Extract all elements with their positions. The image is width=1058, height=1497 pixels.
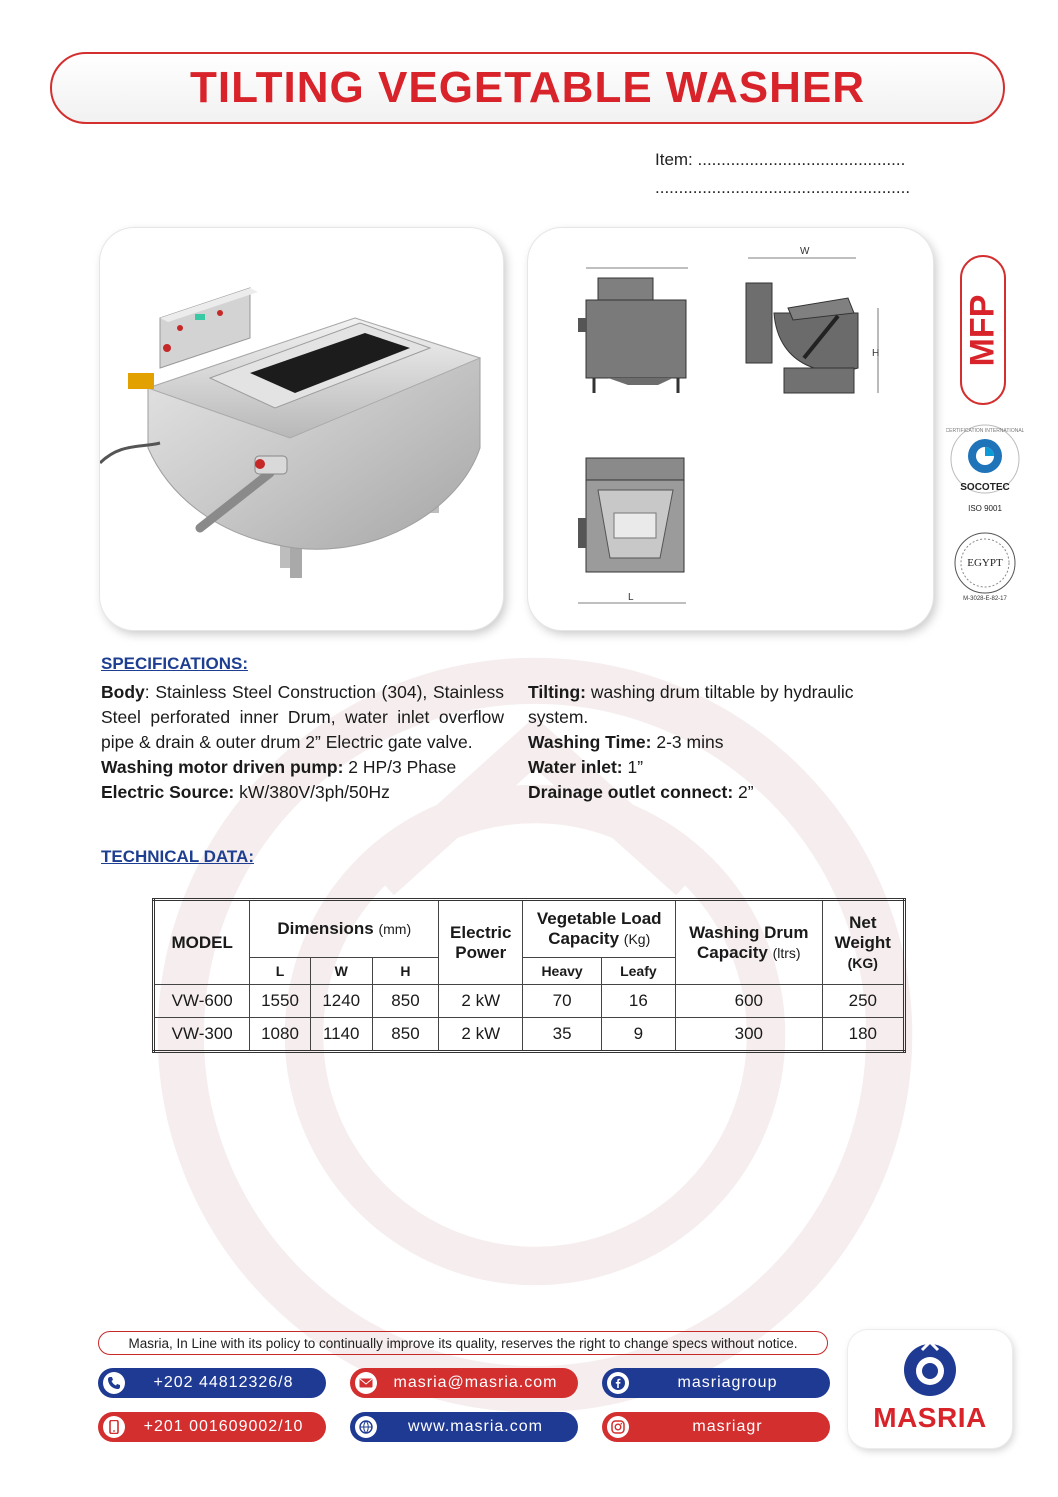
product-photo-panel	[100, 228, 503, 630]
masria-logo-icon	[900, 1340, 960, 1398]
masria-logo-text: MASRIA	[873, 1402, 987, 1433]
front-view-drawing	[578, 268, 688, 393]
website-link[interactable]	[350, 1412, 578, 1442]
cell-drum: 600	[676, 985, 823, 1018]
mobile-phone-icon	[103, 1416, 125, 1438]
specifications-heading: SPECIFICATIONS:	[101, 654, 249, 673]
facebook-link[interactable]	[602, 1368, 830, 1398]
instagram-handle: masriagr	[692, 1418, 763, 1435]
mfp-badge-label: MFP	[963, 294, 1002, 366]
page-title: TILTING VEGETABLE WASHER	[189, 63, 866, 112]
phone-1[interactable]	[98, 1368, 326, 1398]
specifications-left-column	[101, 680, 504, 805]
side-view-drawing	[746, 246, 879, 393]
spec-water-inlet	[528, 755, 918, 780]
item-field: Item: ............................................	[655, 150, 906, 169]
email-icon	[355, 1372, 377, 1394]
header-model: MODEL	[154, 900, 250, 985]
spec-motor	[101, 755, 504, 780]
specifications-right-column	[528, 680, 918, 805]
spec-tilting-value: washing drum tiltable by hydraulic system.	[528, 682, 854, 727]
phone-2-number: +201 001609002/10	[143, 1418, 304, 1435]
header-weight-line2: Weight	[834, 932, 891, 952]
table-row	[154, 1018, 905, 1052]
technical-data-table	[152, 898, 906, 1053]
spec-washing-time	[528, 730, 918, 755]
cell-heavy: 35	[523, 1018, 601, 1052]
cell-weight: 250	[822, 985, 904, 1018]
header-w: W	[310, 958, 372, 985]
cell-power: 2 kW	[439, 1018, 523, 1052]
spec-motor-value: 2 HP/3 Phase	[343, 757, 457, 777]
header-drum-unit: (ltrs)	[772, 944, 801, 961]
spec-electric-label: Electric Source:	[101, 782, 235, 802]
technical-data-heading: TECHNICAL DATA:	[101, 847, 254, 866]
mfp-badge	[960, 255, 1006, 405]
spec-drainage	[528, 780, 918, 805]
facebook-icon	[607, 1372, 629, 1394]
dimension-w-label: W	[800, 246, 810, 257]
spec-electric-value: kW/380V/3ph/50Hz	[234, 782, 390, 802]
header-vegetable-load	[523, 900, 676, 958]
cell-weight: 180	[822, 1018, 904, 1052]
spec-water-inlet-label: Water inlet:	[528, 757, 623, 777]
table-row	[154, 985, 905, 1018]
title-banner	[50, 52, 1005, 124]
cell-w: 1240	[310, 985, 372, 1018]
header-heavy: Heavy	[523, 958, 601, 985]
cell-leafy: 16	[601, 985, 675, 1018]
email-link[interactable]	[350, 1368, 578, 1398]
header-veg-line1: Vegetable Load	[536, 909, 662, 928]
header-veg-unit: (Kg)	[623, 931, 651, 947]
header-l: L	[250, 958, 310, 985]
header-dimensions	[250, 900, 439, 958]
dimension-l-label: L	[628, 592, 634, 603]
instagram-icon	[607, 1416, 629, 1438]
header-h: H	[372, 958, 438, 985]
spec-washing-time-label: Washing Time:	[528, 732, 652, 752]
instagram-link[interactable]	[602, 1412, 830, 1442]
spec-electric	[101, 780, 504, 805]
egypt-label: EGYPT	[967, 557, 1003, 569]
spec-drainage-value: 2”	[733, 782, 754, 802]
table-header-row	[154, 900, 905, 958]
header-drum-line2: Capacity	[697, 942, 768, 962]
cell-leafy: 9	[601, 1018, 675, 1052]
spec-body-value: : Stainless Steel Construction (304), Stainless Steel perforated inner Drum, water inlet overflow pipe & drain & outer drum 2” Electric gate valve.	[101, 682, 504, 752]
footer-notice: Masria, In Line with its policy to continually improve its quality, reserves the right to change specs without notice.	[98, 1331, 828, 1355]
dimension-h-label: H	[872, 348, 880, 359]
spec-motor-label: Washing motor driven pump:	[101, 757, 344, 777]
spec-drainage-label: Drainage outlet connect:	[528, 782, 734, 802]
header-dimensions-unit: (mm)	[378, 921, 412, 937]
spec-tilting-label: Tilting:	[528, 682, 586, 702]
website-url: www.masria.com	[408, 1418, 543, 1435]
header-weight-line1: Net	[849, 912, 877, 932]
cell-model: VW-300	[154, 1018, 250, 1052]
header-electric-line1: Electric	[450, 922, 512, 942]
technical-drawings	[528, 228, 933, 630]
cell-power: 2 kW	[439, 985, 523, 1018]
item-field-continuation: ......................................................	[655, 178, 911, 197]
socotec-label: SOCOTEC	[960, 482, 1010, 493]
egypt-certification	[946, 530, 1024, 602]
phone-icon	[103, 1372, 125, 1394]
cell-w: 1140	[310, 1018, 372, 1052]
header-veg-line2: Capacity	[548, 929, 620, 948]
socotec-ring-text: CERTIFICATION INTERNATIONAL	[946, 428, 1024, 434]
globe-icon	[355, 1416, 377, 1438]
technical-drawing-panel	[528, 228, 933, 630]
header-leafy: Leafy	[601, 958, 675, 985]
header-dimensions-label: Dimensions	[277, 919, 374, 938]
facebook-handle: masriagroup	[677, 1374, 778, 1391]
header-electric-power	[439, 900, 523, 985]
header-weight-unit: (KG)	[847, 954, 878, 971]
socotec-iso-certification	[946, 420, 1024, 516]
spec-water-inlet-value: 1”	[622, 757, 644, 777]
cell-h: 850	[372, 1018, 438, 1052]
egypt-code: M-3028-E-82-17	[963, 596, 1007, 602]
cell-h: 850	[372, 985, 438, 1018]
phone-2[interactable]	[98, 1412, 326, 1442]
spec-body	[101, 680, 504, 755]
header-electric-line2: Power	[455, 942, 507, 962]
spec-tilting	[528, 680, 918, 730]
iso-label: ISO 9001	[968, 504, 1002, 513]
product-photo	[100, 228, 503, 630]
cell-heavy: 70	[523, 985, 601, 1018]
top-view-drawing	[578, 458, 686, 603]
header-net-weight	[822, 900, 904, 985]
cell-l: 1080	[250, 1018, 310, 1052]
spec-body-label: Body	[101, 682, 145, 702]
header-drum-line1: Washing Drum	[689, 922, 809, 942]
cell-model: VW-600	[154, 985, 250, 1018]
header-drum-capacity	[676, 900, 823, 985]
cell-l: 1550	[250, 985, 310, 1018]
masria-logo-card	[848, 1330, 1012, 1448]
phone-1-number: +202 44812326/8	[153, 1374, 294, 1391]
email-address: masria@masria.com	[393, 1374, 558, 1391]
spec-washing-time-value: 2-3 mins	[651, 732, 724, 752]
cell-drum: 300	[676, 1018, 823, 1052]
